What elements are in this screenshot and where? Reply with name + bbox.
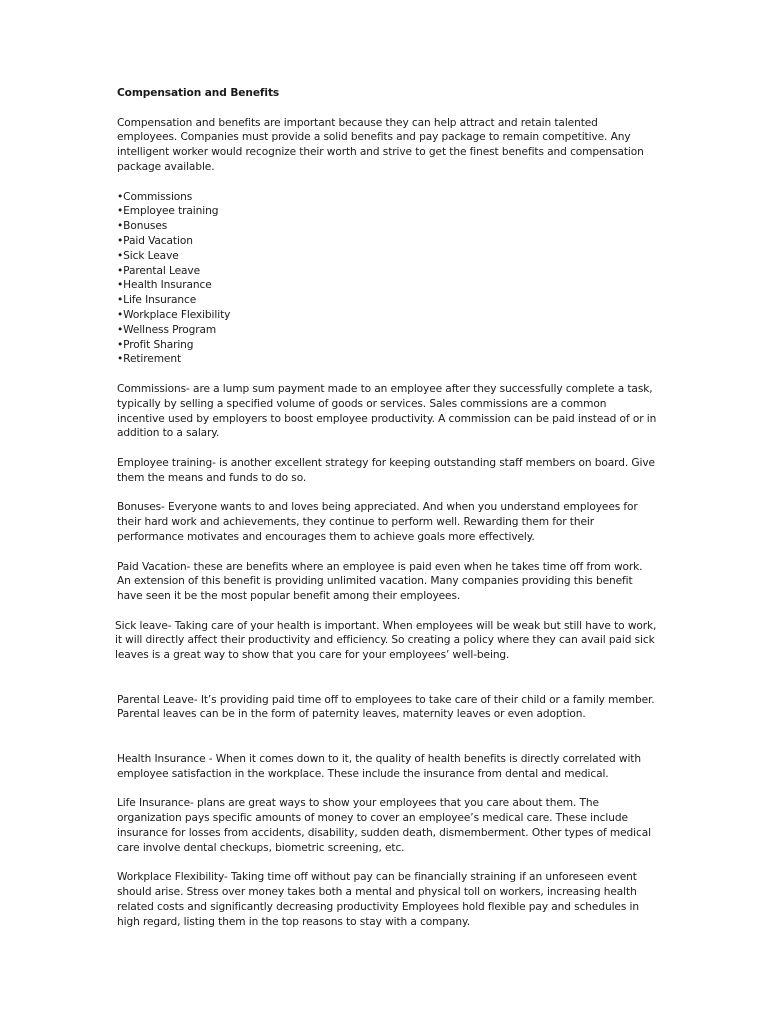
benefits-list-item-label: Parental Leave: [123, 264, 200, 277]
paragraph-employee-training: Employee training- is another excellent strategy for keeping outstanding staff members on board. Give them the means and funds to do so.: [117, 456, 655, 484]
bullet-icon: •: [117, 249, 124, 262]
benefits-list-item: [117, 249, 657, 264]
bullet-icon: •: [117, 323, 124, 336]
benefits-list-item: [117, 293, 657, 308]
benefits-list-item: [117, 264, 657, 279]
bullet-icon: •: [117, 220, 124, 233]
bullet-icon: •: [117, 294, 124, 307]
benefits-list-item-label: Commissions: [123, 190, 193, 203]
paragraph-sick-leave: Sick leave- Taking care of your health is important. When employees will be weak but still have to work, it will directly affect their productivity and efficiency. So creating a policy where they can avail paid sick leaves is a great way to show that you care for your employees’ well-being.: [115, 619, 657, 662]
benefits-list-item: [117, 352, 657, 367]
paragraph-health-insurance: Health Insurance - When it comes down to it, the quality of health benefits is directly correlated with employee satisfaction in the workplace. These include the insurance from dental and medical.: [117, 752, 641, 780]
benefits-list-item-label: Profit Sharing: [123, 338, 194, 351]
benefits-list-item-label: Life Insurance: [123, 294, 197, 307]
bullet-icon: •: [117, 205, 124, 218]
bullet-icon: •: [117, 190, 124, 203]
benefits-list-item-label: Paid Vacation: [123, 234, 193, 247]
paragraph-workplace-flexibility: Workplace Flexibility- Taking time off without pay can be financially straining if an unforeseen event should arise. Stress over money takes both a mental and physical toll on workers, increasing health related costs and significantly decreasing productivity Employees hold flexible pay and schedules in high regard, listing them in the top reasons to stay with a company.: [117, 871, 639, 928]
bullet-icon: •: [117, 279, 124, 292]
bullet-icon: •: [117, 264, 124, 277]
benefits-list-item: [117, 234, 657, 249]
paragraph-commissions: Commissions- are a lump sum payment made to an employee after they successfully complete a task, typically by selling a specified volume of goods or services. Sales commissions are a common incentive used by employers to boost employee productivity. A commission can be paid instead of or in addition to a salary.: [117, 382, 657, 440]
benefits-list-item-label: Retirement: [123, 353, 182, 366]
benefits-list-item: [117, 308, 657, 323]
benefits-list-item: [117, 323, 657, 338]
benefits-list: [117, 190, 657, 368]
benefits-list-item: [117, 338, 657, 353]
bullet-icon: •: [117, 234, 124, 247]
paragraph-life-insurance: Life Insurance- plans are great ways to show your employees that you care about them. The organization pays specific amounts of money to cover an employee’s medical care. These include insurance for losses from accidents, disability, sudden death, dismemberment. Other types of medical care involve dental checkups, biometric screening, etc.: [117, 797, 651, 854]
bullet-icon: •: [117, 353, 124, 366]
document-title: Compensation and Benefits: [117, 87, 280, 99]
bullet-icon: •: [117, 308, 124, 321]
benefits-list-item: [117, 278, 657, 293]
benefits-list-item-label: Sick Leave: [123, 249, 179, 262]
paragraph-bonuses: Bonuses- Everyone wants to and loves being appreciated. And when you understand employees for their hard work and achievements, they continue to perform well. Rewarding them for their performance motivates and encourages them to achieve goals more effectively.: [117, 501, 638, 543]
paragraph-paid-vacation: Paid Vacation- these are benefits where an employee is paid even when he takes time off from work. An extension of this benefit is providing unlimited vacation. Many companies providing this benefit have seen it be the most popular benefit among their employees.: [117, 560, 643, 603]
paragraph-parental-leave: Parental Leave- It’s providing paid time off to employees to take care of their child or a family member. Parental leaves can be in the form of paternity leaves, maternity leaves or even adoption.: [117, 693, 655, 721]
intro-paragraph: Compensation and benefits are important because they can help attract and retain talented employees. Companies must provide a solid benefits and pay package to remain competitive. Any intelligent worker would recognize their worth and strive to get the finest benefits and compensation package available.: [117, 116, 644, 173]
document-body: [117, 86, 657, 944]
benefits-list-item-label: Wellness Program: [123, 323, 217, 336]
benefits-list-item-label: Health Insurance: [123, 279, 212, 292]
bullet-icon: •: [117, 338, 124, 351]
benefits-list-item: [117, 219, 657, 234]
benefits-list-item: [117, 204, 657, 219]
benefits-list-item-label: Bonuses: [123, 220, 168, 233]
benefits-list-item-label: Employee training: [123, 205, 219, 218]
benefits-list-item-label: Workplace Flexibility: [123, 308, 231, 321]
benefits-list-item: [117, 190, 657, 205]
